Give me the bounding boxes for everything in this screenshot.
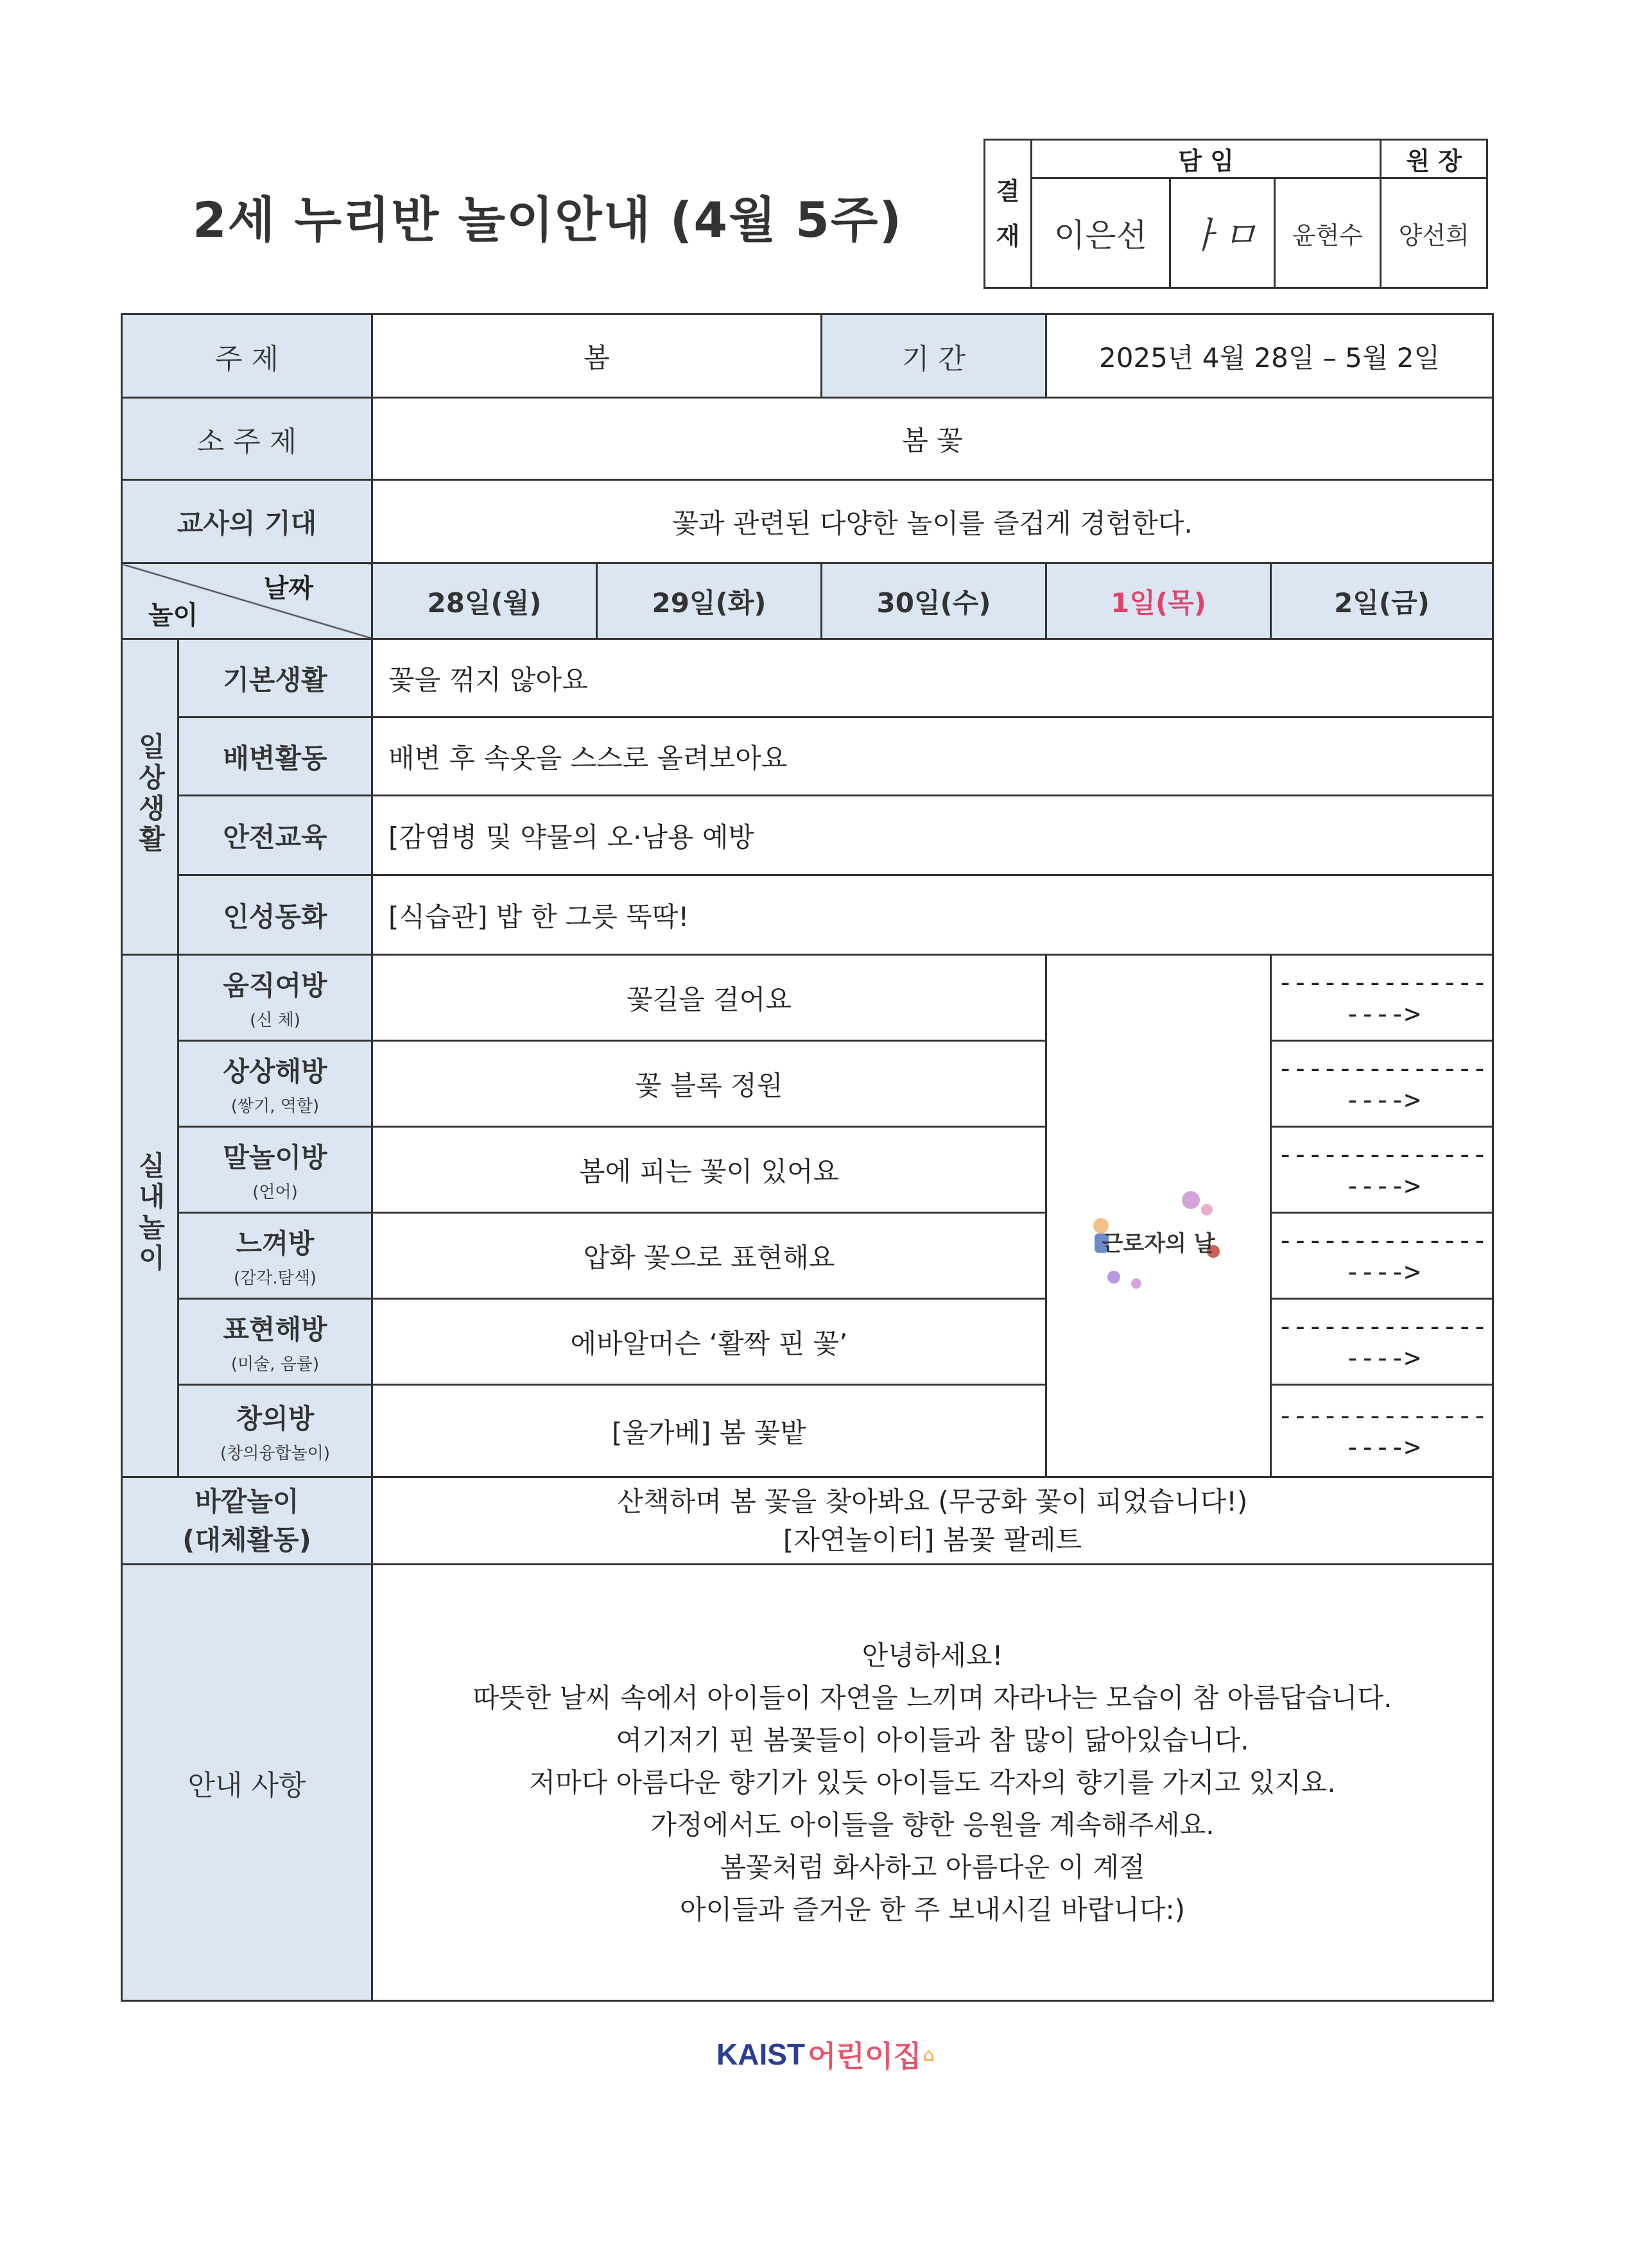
daily-value: [감염병 및 약물의 오·남용 예방 <box>372 796 1493 875</box>
room-sub: (언어) <box>252 1183 298 1202</box>
indoor-row <box>122 1385 1493 1477</box>
room-name: 움직여방 <box>223 970 327 1001</box>
arrow-continue: ------------------> <box>1271 1127 1493 1213</box>
notice-line: 여기저기 핀 봄꽃들이 아이들과 참 많이 닮아있습니다. <box>616 1724 1249 1756</box>
theme-row <box>122 314 1493 398</box>
subtheme-label: 소 주 제 <box>122 398 372 480</box>
indoor-row <box>122 1041 1493 1127</box>
logo-en: KAIST <box>716 2038 805 2071</box>
kaist-logo <box>716 2033 935 2075</box>
approval-box <box>983 139 1488 289</box>
daily-row <box>122 717 1493 796</box>
indoor-label <box>178 955 372 1041</box>
outdoor-line-2: [자연놀이터] 봄꽃 팔레트 <box>783 1524 1082 1556</box>
logo-ko: 어린이집 <box>808 2039 922 2074</box>
room-sub: (쌓기, 역할) <box>230 1097 320 1116</box>
arrow-continue: ------------------> <box>1271 955 1493 1041</box>
notice-line: 아이들과 즐거운 한 주 보내시길 바랍니다:) <box>680 1893 1186 1925</box>
holiday-text: 근로자의 날 <box>1102 1231 1215 1257</box>
room-name: 말놀이방 <box>223 1142 327 1173</box>
indoor-value: 압화 꽃으로 표현해요 <box>372 1213 1046 1299</box>
outdoor-value <box>372 1477 1493 1565</box>
indoor-label <box>178 1213 372 1299</box>
approval-gyeol: 결 <box>996 177 1020 205</box>
outdoor-label-1: 바깥놀이 <box>195 1485 299 1517</box>
daily-label: 배변활동 <box>178 717 372 796</box>
outdoor-row <box>122 1477 1493 1565</box>
indoor-value: 꽃길을 걸어요 <box>372 955 1046 1041</box>
theme-value: 봄 <box>372 314 822 398</box>
expectation-row <box>122 480 1493 563</box>
daily-label: 기본생활 <box>178 639 372 717</box>
arrow-continue: ------------------> <box>1271 1299 1493 1385</box>
notice-line: 봄꽃처럼 화사하고 아름다운 이 계절 <box>720 1851 1145 1883</box>
theme-label: 주 제 <box>122 314 372 398</box>
notice-label: 안내 사항 <box>122 1565 372 2001</box>
notice-line: 저마다 아름다운 향기가 있듯 아이들도 각자의 향기를 가지고 있지요. <box>529 1766 1336 1798</box>
notice-row <box>122 1565 1493 2001</box>
approval-jae: 재 <box>996 222 1020 250</box>
room-sub: (신 체) <box>250 1011 300 1030</box>
signature-1: 이은선 <box>1032 178 1170 288</box>
indoor-group-label <box>122 955 178 1477</box>
subtheme-value: 봄 꽃 <box>372 398 1493 480</box>
arrow-continue: ------------------> <box>1271 1385 1493 1477</box>
indoor-row <box>122 955 1493 1041</box>
indoor-label <box>178 1385 372 1477</box>
play-label: 놀이 <box>148 601 198 630</box>
house-icon: ⌂ <box>922 2043 935 2065</box>
indoor-label <box>178 1127 372 1213</box>
indoor-value: 꽃 블록 정원 <box>372 1041 1046 1127</box>
plan-table <box>121 313 1492 2002</box>
indoor-row <box>122 1127 1493 1213</box>
room-sub: (미술, 음률) <box>230 1355 320 1374</box>
room-name: 표현해방 <box>223 1314 327 1345</box>
period-value: 2025년 4월 28일 – 5월 2일 <box>1046 314 1493 398</box>
notice-line: 안녕하세요! <box>862 1639 1003 1671</box>
day-wed: 30일(수) <box>822 563 1046 639</box>
notice-line: 가정에서도 아이들을 향한 응원을 계속해주세요. <box>650 1808 1215 1841</box>
daily-row <box>122 875 1493 955</box>
holiday-cell <box>1046 955 1271 1477</box>
room-name: 상상해방 <box>223 1056 327 1087</box>
day-tue: 29일(화) <box>597 563 822 639</box>
indoor-value: 봄에 피는 꽃이 있어요 <box>372 1127 1046 1213</box>
director-header: 원 장 <box>1381 140 1487 178</box>
outdoor-label-2: (대체활동) <box>182 1524 311 1556</box>
day-mon: 28일(월) <box>372 563 597 639</box>
daily-value: 배변 후 속옷을 스스로 올려보아요 <box>372 717 1493 796</box>
room-sub: (감각.탐색) <box>233 1269 317 1288</box>
subtheme-row <box>122 398 1493 480</box>
indoor-label <box>178 1041 372 1127</box>
room-name: 느껴방 <box>236 1228 315 1259</box>
daily-value: 꽃을 꺾지 않아요 <box>372 639 1493 717</box>
daily-value: [식습관] 밥 한 그릇 뚝딱! <box>372 875 1493 955</box>
indoor-row <box>122 1213 1493 1299</box>
arrow-continue: ------------------> <box>1271 1213 1493 1299</box>
daily-label: 인성동화 <box>178 875 372 955</box>
date-label: 날짜 <box>263 574 313 603</box>
page-title: 2세 누리반 놀이안내 (4월 5주) <box>193 191 903 248</box>
outdoor-label <box>122 1477 372 1565</box>
daily-label: 안전교육 <box>178 796 372 875</box>
daily-row <box>122 639 1493 717</box>
indoor-value: [울가베] 봄 꽃밭 <box>372 1385 1046 1477</box>
room-sub: (창의융합놀이) <box>220 1444 330 1463</box>
daily-row <box>122 796 1493 875</box>
expectation-label: 교사의 기대 <box>122 480 372 563</box>
notice-line: 따뜻한 날씨 속에서 아이들이 자연을 느끼며 자라나는 모습이 참 아름답습니다. <box>472 1681 1392 1714</box>
day-fri: 2일(금) <box>1271 563 1493 639</box>
signature-2: ㅏㅁ <box>1170 178 1274 288</box>
arrow-continue: ------------------> <box>1271 1041 1493 1127</box>
daily-group-text: 일상생활 <box>134 732 166 855</box>
indoor-group-text: 실내놀이 <box>134 1151 166 1275</box>
signature-4: 양선희 <box>1381 178 1487 288</box>
signature-3: 윤현수 <box>1274 178 1381 288</box>
day-thu: 1일(목) <box>1046 563 1271 639</box>
notice-body <box>372 1565 1493 2001</box>
indoor-row <box>122 1299 1493 1385</box>
indoor-value: 에바알머슨 ‘활짝 핀 꽃’ <box>372 1299 1046 1385</box>
room-name: 창의방 <box>236 1403 315 1434</box>
outdoor-line-1: 산책하며 봄 꽃을 찾아봐요 (무궁화 꽃이 피었습니다!) <box>617 1485 1248 1517</box>
indoor-label <box>178 1299 372 1385</box>
date-play-header <box>122 563 372 639</box>
homeroom-header: 담 임 <box>1032 140 1381 178</box>
daily-group-label <box>122 639 178 955</box>
approval-label <box>985 140 1032 288</box>
day-header-row <box>122 563 1493 639</box>
expectation-value: 꽃과 관련된 다양한 놀이를 즐겁게 경험한다. <box>372 480 1493 563</box>
period-label: 기 간 <box>822 314 1046 398</box>
